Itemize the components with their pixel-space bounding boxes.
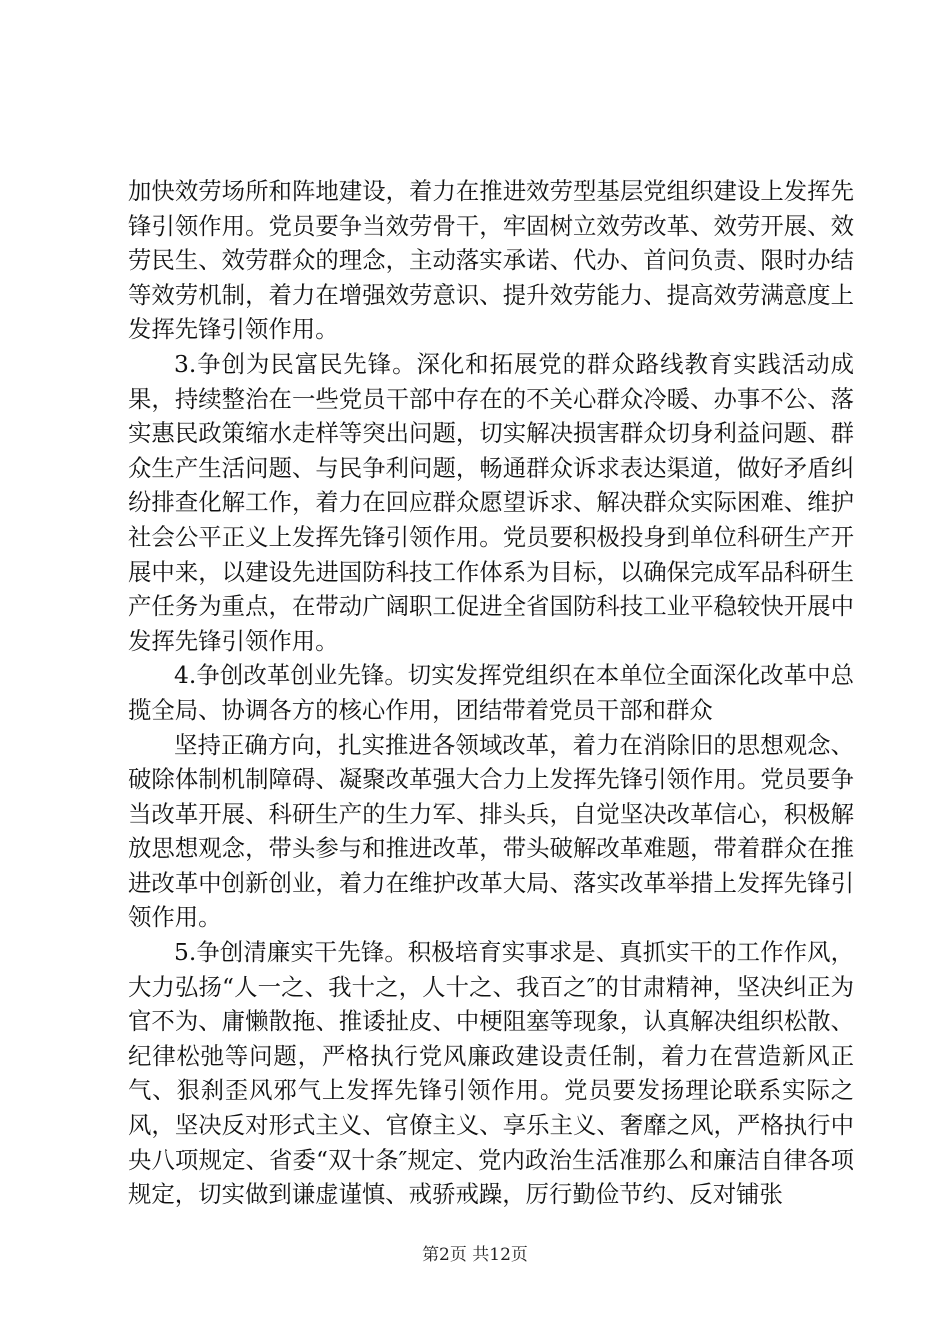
- page-number-footer: 第2页 共12页: [422, 1245, 528, 1265]
- paragraph-point-5: 5.争创清廉实干先锋。积极培育实事求是、真抓实干的工作作风，大力弘扬“人一之、我十之，人十之、我百之″的甘肃精神，坚决纠正为官不为、庸懒散拖、推诿扯皮、中梗阻塞等现象，认真解决组织松散、纪律松弛等问题，严格执行党风廉政建设责任制，着力在营造新风正气、狠刹歪风邪气上发挥先锋引领作用。党员要发扬理论联系实际之风，坚决反对形式主义、官僚主义、享乐主义、奢靡之风，严格执行中央八项规定、省委“双十条″规定、党内政治生活准那么和廉洁自律各项规定，切实做到谦虚谨慎、戒骄戒躁，厉行勤俭节约、反对铺张: [128, 938, 854, 1209]
- paragraph-point-4-continued: 坚持正确方向，扎实推进各领域改革，着力在消除旧的思想观念、破除体制机制障碍、凝聚改革强大合力上发挥先锋引领作用。党员要争当改革开展、科研生产的生力军、排头兵，自觉坚决改革信心，积极解放思想观念，带头参与和推进改革，带头破解改革难题，带着群众在推进改革中创新创业，着力在维护改革大局、落实改革举措上发挥先锋引领作用。: [128, 730, 854, 932]
- paragraph-point-4: 4.争创改革创业先锋。切实发挥党组织在本单位全面深化改革中总揽全局、协调各方的核心作用，团结带着党员干部和群众: [128, 661, 854, 724]
- paragraph-point-3: 3.争创为民富民先锋。深化和拓展党的群众路线教育实践活动成果，持续整治在一些党员干部中存在的不关心群众冷暖、办事不公、落实惠民政策缩水走样等突出问题，切实解决损害群众切身利益问题、群众生产生活问题、与民争利问题，畅通群众诉求表达渠道，做好矛盾纠纷排查化解工作，着力在回应群众愿望诉求、解决群众实际困难、维护社会公平正义上发挥先锋引领作用。党员要积极投身到单位科研生产开展中来，以建设先进国防科技工作体系为目标，以确保完成军品科研生产任务为重点，在带动广阔职工促进全省国防科技工业平稳较快开展中发挥先锋引领作用。: [128, 349, 854, 655]
- paragraph-service-continued: 加快效劳场所和阵地建设，着力在推进效劳型基层党组织建设上发挥先锋引领作用。党员要争当效劳骨干，牢固树立效劳改革、效劳开展、效劳民生、效劳群众的理念，主动落实承诺、代办、首问负责、限时办结等效劳机制，着力在增强效劳意识、提升效劳能力、提高效劳满意度上发挥先锋引领作用。: [128, 177, 854, 344]
- document-body: [128, 174, 854, 1212]
